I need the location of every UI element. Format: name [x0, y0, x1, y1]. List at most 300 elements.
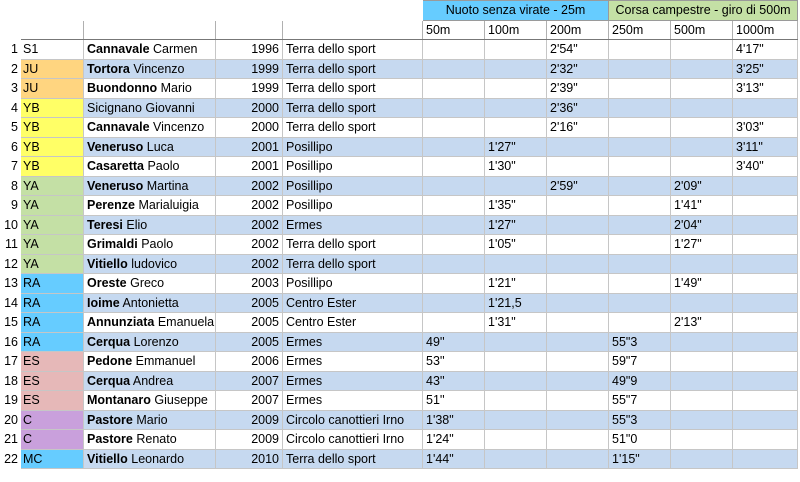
- club-cell[interactable]: Terra dello sport: [283, 254, 423, 274]
- first-name: Vincenzo: [133, 61, 185, 76]
- time-200m-cell[interactable]: [547, 196, 609, 216]
- surname: Vitiello: [87, 451, 128, 466]
- time-50m-cell[interactable]: [423, 79, 485, 99]
- athlete-name-cell[interactable]: [84, 98, 216, 118]
- time-100m-cell[interactable]: 1'31": [485, 313, 547, 333]
- time-1000m-cell[interactable]: [733, 235, 798, 255]
- row-number[interactable]: 3: [11, 81, 18, 96]
- time-100m-cell[interactable]: [485, 254, 547, 274]
- birth-year-cell[interactable]: 2000: [216, 118, 283, 138]
- time-500m-cell[interactable]: [671, 332, 733, 352]
- time-500m-cell[interactable]: 1'41": [671, 196, 733, 216]
- time-200m-cell[interactable]: 2'32": [547, 59, 609, 79]
- club-cell[interactable]: Posillipo: [283, 157, 423, 177]
- row-number[interactable]: 13: [4, 276, 18, 291]
- athlete-name-cell[interactable]: [84, 235, 216, 255]
- surname: Oreste: [87, 276, 127, 291]
- row-number[interactable]: 7: [11, 159, 18, 174]
- time-200m-cell[interactable]: [547, 215, 609, 235]
- surname: Pastore: [87, 432, 133, 447]
- athlete-name-cell[interactable]: [84, 332, 216, 352]
- category-cell[interactable]: MC: [21, 449, 84, 469]
- birth-year-cell[interactable]: 2002: [216, 254, 283, 274]
- time-250m-cell[interactable]: [609, 137, 671, 157]
- club-cell[interactable]: Posillipo: [283, 274, 423, 294]
- first-name: Leonardo: [131, 451, 185, 466]
- time-200m-cell[interactable]: [547, 430, 609, 450]
- time-50m-cell[interactable]: [423, 293, 485, 313]
- club-cell[interactable]: Terra dello sport: [283, 235, 423, 255]
- surname: Tortora: [87, 61, 130, 76]
- birth-year-cell[interactable]: 2007: [216, 371, 283, 391]
- time-200m-cell[interactable]: [547, 332, 609, 352]
- table-row: [1, 332, 798, 352]
- time-200m-cell[interactable]: [547, 157, 609, 177]
- time-250m-cell[interactable]: 1'15": [609, 449, 671, 469]
- nuoto-header: Nuoto senza virate - 25m: [423, 1, 609, 21]
- header-blank-cell: [216, 20, 283, 40]
- club-cell[interactable]: Terra dello sport: [283, 40, 423, 60]
- category-cell[interactable]: YB: [21, 157, 84, 177]
- table-row: [1, 235, 798, 255]
- time-250m-cell[interactable]: [609, 313, 671, 333]
- category-cell[interactable]: JU: [21, 79, 84, 99]
- athlete-name-cell[interactable]: [84, 254, 216, 274]
- time-1000m-cell[interactable]: [733, 196, 798, 216]
- time-100m-cell[interactable]: 1'21,5: [485, 293, 547, 313]
- club-cell[interactable]: Ermes: [283, 371, 423, 391]
- time-1000m-cell[interactable]: [733, 352, 798, 372]
- birth-year-cell[interactable]: 1999: [216, 59, 283, 79]
- time-250m-cell[interactable]: 55"7: [609, 391, 671, 411]
- birth-year-cell[interactable]: 2002: [216, 176, 283, 196]
- surname: Cannavale: [87, 120, 150, 135]
- time-50m-cell[interactable]: [423, 59, 485, 79]
- birth-year-cell[interactable]: 2006: [216, 352, 283, 372]
- time-500m-cell[interactable]: [671, 371, 733, 391]
- category-cell[interactable]: ES: [21, 352, 84, 372]
- athlete-name-cell[interactable]: [84, 410, 216, 430]
- time-50m-cell[interactable]: 53'': [423, 352, 485, 372]
- time-200m-cell[interactable]: 2'36": [547, 98, 609, 118]
- time-250m-cell[interactable]: [609, 254, 671, 274]
- time-250m-cell[interactable]: 55"3: [609, 410, 671, 430]
- table-row: [1, 40, 798, 60]
- time-1000m-cell[interactable]: [733, 274, 798, 294]
- time-100m-cell[interactable]: 1'35": [485, 196, 547, 216]
- first-name: Paolo: [141, 237, 174, 252]
- row-number[interactable]: 1: [11, 42, 18, 57]
- row-number[interactable]: 17: [4, 354, 18, 369]
- time-100m-cell[interactable]: [485, 59, 547, 79]
- time-50m-cell[interactable]: 49'': [423, 332, 485, 352]
- time-1000m-cell[interactable]: [733, 391, 798, 411]
- time-100m-cell[interactable]: [485, 410, 547, 430]
- header-blank-cell: [283, 20, 423, 40]
- table-row: [1, 79, 798, 99]
- time-50m-cell[interactable]: [423, 235, 485, 255]
- club-cell[interactable]: Posillipo: [283, 137, 423, 157]
- time-100m-cell[interactable]: [485, 430, 547, 450]
- time-500m-cell[interactable]: [671, 79, 733, 99]
- time-500m-cell[interactable]: [671, 157, 733, 177]
- time-250m-cell[interactable]: [609, 79, 671, 99]
- category-cell[interactable]: YB: [21, 118, 84, 138]
- surname: Buondonno: [87, 81, 158, 96]
- time-100m-cell[interactable]: [485, 332, 547, 352]
- time-200m-cell[interactable]: [547, 274, 609, 294]
- time-200m-cell[interactable]: [547, 410, 609, 430]
- category-cell[interactable]: YA: [21, 215, 84, 235]
- time-500m-cell[interactable]: 1'27": [671, 235, 733, 255]
- table-row: [1, 430, 798, 450]
- athlete-name-cell[interactable]: [84, 157, 216, 177]
- time-200m-cell[interactable]: [547, 313, 609, 333]
- time-500m-cell[interactable]: [671, 254, 733, 274]
- category-cell[interactable]: C: [21, 410, 84, 430]
- time-1000m-cell[interactable]: [733, 449, 798, 469]
- time-500m-cell[interactable]: 2'04": [671, 215, 733, 235]
- time-250m-cell[interactable]: 59"7: [609, 352, 671, 372]
- time-500m-cell[interactable]: [671, 391, 733, 411]
- birth-year-cell[interactable]: 2003: [216, 274, 283, 294]
- club-cell[interactable]: Ermes: [283, 391, 423, 411]
- time-250m-cell[interactable]: [609, 40, 671, 60]
- time-500m-cell[interactable]: [671, 40, 733, 60]
- surname: Pedone: [87, 354, 133, 369]
- birth-year-cell[interactable]: 2009: [216, 430, 283, 450]
- time-500m-cell[interactable]: 2'13": [671, 313, 733, 333]
- time-1000m-cell[interactable]: [733, 430, 798, 450]
- birth-year-cell[interactable]: 2002: [216, 235, 283, 255]
- time-250m-cell[interactable]: [609, 98, 671, 118]
- time-250m-cell[interactable]: [609, 235, 671, 255]
- time-100m-cell[interactable]: 1'05": [485, 235, 547, 255]
- first-name: Emanuela: [157, 315, 215, 330]
- surname: Montanaro: [87, 393, 151, 408]
- club-cell[interactable]: Terra dello sport: [283, 449, 423, 469]
- time-50m-cell[interactable]: [423, 137, 485, 157]
- row-number[interactable]: 5: [11, 120, 18, 135]
- time-50m-cell[interactable]: [423, 98, 485, 118]
- athlete-name-cell[interactable]: [84, 196, 216, 216]
- time-100m-cell[interactable]: 1'30": [485, 157, 547, 177]
- time-50m-cell[interactable]: [423, 274, 485, 294]
- club-cell[interactable]: Posillipo: [283, 176, 423, 196]
- distance-header-row: [1, 20, 798, 40]
- table-row: [1, 391, 798, 411]
- time-500m-cell[interactable]: 1'49": [671, 274, 733, 294]
- time-500m-cell[interactable]: [671, 293, 733, 313]
- time-250m-cell[interactable]: [609, 118, 671, 138]
- first-name: Giuseppe: [154, 393, 208, 408]
- time-250m-cell[interactable]: 55"3: [609, 332, 671, 352]
- row-number[interactable]: 8: [11, 178, 18, 193]
- row-number[interactable]: 19: [4, 393, 18, 408]
- time-1000m-cell[interactable]: [733, 371, 798, 391]
- time-200m-cell[interactable]: 2'59": [547, 176, 609, 196]
- category-cell[interactable]: YA: [21, 235, 84, 255]
- time-500m-cell[interactable]: [671, 137, 733, 157]
- birth-year-cell[interactable]: 1996: [216, 40, 283, 60]
- time-500m-cell[interactable]: 2'09": [671, 176, 733, 196]
- time-1000m-cell[interactable]: 3'25": [733, 59, 798, 79]
- club-cell[interactable]: Centro Ester: [283, 313, 423, 333]
- first-name: Renato: [136, 432, 177, 447]
- birth-year-cell[interactable]: 2001: [216, 157, 283, 177]
- athlete-name-cell[interactable]: [84, 391, 216, 411]
- first-name: Vincenzo: [153, 120, 205, 135]
- category-cell[interactable]: YB: [21, 98, 84, 118]
- birth-year-cell[interactable]: 2005: [216, 332, 283, 352]
- row-number[interactable]: 2: [11, 61, 18, 76]
- category-cell[interactable]: ES: [21, 391, 84, 411]
- birth-year-cell[interactable]: 1999: [216, 79, 283, 99]
- club-cell[interactable]: Centro Ester: [283, 293, 423, 313]
- time-250m-cell[interactable]: [609, 215, 671, 235]
- birth-year-cell[interactable]: 2007: [216, 391, 283, 411]
- header-blank-cell: [84, 20, 216, 40]
- athlete-name-cell[interactable]: [84, 293, 216, 313]
- time-500m-cell[interactable]: [671, 352, 733, 372]
- category-cell[interactable]: RA: [21, 332, 84, 352]
- first-name: Carmen: [153, 42, 198, 57]
- time-1000m-cell[interactable]: [733, 332, 798, 352]
- athlete-name-cell[interactable]: [84, 352, 216, 372]
- time-50m-cell[interactable]: [423, 157, 485, 177]
- time-100m-cell[interactable]: [485, 98, 547, 118]
- birth-year-cell[interactable]: 2001: [216, 137, 283, 157]
- birth-year-cell[interactable]: 2009: [216, 410, 283, 430]
- club-cell[interactable]: Terra dello sport: [283, 59, 423, 79]
- time-50m-cell[interactable]: 1'44": [423, 449, 485, 469]
- time-200m-cell[interactable]: [547, 293, 609, 313]
- time-200m-cell[interactable]: 2'39": [547, 79, 609, 99]
- athlete-name-cell[interactable]: [84, 274, 216, 294]
- time-250m-cell[interactable]: [609, 157, 671, 177]
- time-50m-cell[interactable]: [423, 313, 485, 333]
- surname: Veneruso: [87, 178, 144, 193]
- time-200m-cell[interactable]: [547, 391, 609, 411]
- club-cell[interactable]: Posillipo: [283, 196, 423, 216]
- row-number[interactable]: 12: [4, 256, 18, 271]
- time-100m-cell[interactable]: 1'27": [485, 137, 547, 157]
- table-row: [1, 196, 798, 216]
- athlete-name-cell[interactable]: [84, 449, 216, 469]
- table-row: [1, 410, 798, 430]
- category-cell[interactable]: YA: [21, 254, 84, 274]
- athlete-name-cell[interactable]: [84, 371, 216, 391]
- birth-year-cell[interactable]: 2000: [216, 98, 283, 118]
- club-cell[interactable]: Circolo canottieri Irno: [283, 410, 423, 430]
- row-number[interactable]: 18: [4, 373, 18, 388]
- table-row: [1, 157, 798, 177]
- birth-year-cell[interactable]: 2005: [216, 313, 283, 333]
- table-row: [1, 215, 798, 235]
- time-1000m-cell[interactable]: [733, 98, 798, 118]
- time-100m-cell[interactable]: [485, 391, 547, 411]
- row-number[interactable]: 6: [11, 139, 18, 154]
- time-100m-cell[interactable]: [485, 40, 547, 60]
- time-100m-cell[interactable]: [485, 176, 547, 196]
- time-1000m-cell[interactable]: 3'40": [733, 157, 798, 177]
- time-50m-cell[interactable]: 1'24": [423, 430, 485, 450]
- first-name: Greco: [130, 276, 165, 291]
- table-row: [1, 98, 798, 118]
- first-name: Luca: [146, 139, 174, 154]
- time-500m-cell[interactable]: [671, 430, 733, 450]
- time-200m-cell[interactable]: [547, 449, 609, 469]
- athlete-name-cell[interactable]: [84, 430, 216, 450]
- row-number[interactable]: 10: [4, 217, 18, 232]
- table-row: [1, 137, 798, 157]
- time-100m-cell[interactable]: 1'21": [485, 274, 547, 294]
- first-name: Marialuigia: [138, 198, 199, 213]
- time-1000m-cell[interactable]: [733, 313, 798, 333]
- time-50m-cell[interactable]: [423, 196, 485, 216]
- time-100m-cell[interactable]: [485, 118, 547, 138]
- group-header-row: [1, 1, 798, 21]
- time-200m-cell[interactable]: [547, 254, 609, 274]
- athlete-name-cell[interactable]: [84, 40, 216, 60]
- time-100m-cell[interactable]: [485, 371, 547, 391]
- surname: Pastore: [87, 412, 133, 427]
- first-name: ludovico: [131, 256, 178, 271]
- category-cell[interactable]: JU: [21, 59, 84, 79]
- row-number[interactable]: 4: [11, 100, 18, 115]
- time-1000m-cell[interactable]: [733, 293, 798, 313]
- row-number[interactable]: 22: [4, 451, 18, 466]
- time-200m-cell[interactable]: [547, 352, 609, 372]
- category-cell[interactable]: RA: [21, 293, 84, 313]
- row-number[interactable]: 21: [4, 432, 18, 447]
- time-200m-cell[interactable]: [547, 235, 609, 255]
- club-cell[interactable]: Ermes: [283, 352, 423, 372]
- row-number[interactable]: 15: [4, 315, 18, 330]
- time-50m-cell[interactable]: [423, 118, 485, 138]
- time-200m-cell[interactable]: 2'54": [547, 40, 609, 60]
- table-row: [1, 274, 798, 294]
- club-cell[interactable]: Terra dello sport: [283, 118, 423, 138]
- time-500m-cell[interactable]: [671, 449, 733, 469]
- category-cell[interactable]: S1: [21, 40, 84, 60]
- athlete-name-cell[interactable]: [84, 215, 216, 235]
- time-50m-cell[interactable]: [423, 176, 485, 196]
- first-name: Mario: [160, 81, 192, 96]
- time-1000m-cell[interactable]: 3'03": [733, 118, 798, 138]
- birth-year-cell[interactable]: 2005: [216, 293, 283, 313]
- surname: Annunziata: [87, 315, 155, 330]
- surname: Casaretta: [87, 159, 144, 174]
- surname: Ioime: [87, 295, 120, 310]
- time-50m-cell[interactable]: [423, 215, 485, 235]
- time-500m-cell[interactable]: [671, 98, 733, 118]
- first-name: Lorenzo: [133, 334, 179, 349]
- birth-year-cell[interactable]: 2002: [216, 215, 283, 235]
- col-header-500m: 500m: [671, 20, 733, 40]
- table-row: [1, 313, 798, 333]
- table-row: [1, 371, 798, 391]
- club-cell[interactable]: Ermes: [283, 332, 423, 352]
- row-number[interactable]: 11: [5, 237, 18, 252]
- category-cell[interactable]: YA: [21, 196, 84, 216]
- time-100m-cell[interactable]: [485, 79, 547, 99]
- time-250m-cell[interactable]: [609, 293, 671, 313]
- athlete-name-cell[interactable]: [84, 79, 216, 99]
- category-cell[interactable]: YA: [21, 176, 84, 196]
- first-name: Antonietta: [122, 295, 179, 310]
- corsa-header: Corsa campestre - giro di 500m: [609, 1, 798, 21]
- time-250m-cell[interactable]: [609, 274, 671, 294]
- time-250m-cell[interactable]: 51"0: [609, 430, 671, 450]
- athlete-name-cell[interactable]: [84, 176, 216, 196]
- birth-year-cell[interactable]: 2010: [216, 449, 283, 469]
- club-cell[interactable]: Terra dello sport: [283, 79, 423, 99]
- category-cell[interactable]: RA: [21, 313, 84, 333]
- category-cell[interactable]: RA: [21, 274, 84, 294]
- time-200m-cell[interactable]: 2'16": [547, 118, 609, 138]
- time-100m-cell[interactable]: [485, 352, 547, 372]
- time-250m-cell[interactable]: [609, 196, 671, 216]
- time-1000m-cell[interactable]: [733, 176, 798, 196]
- time-1000m-cell[interactable]: 3'13": [733, 79, 798, 99]
- row-number[interactable]: 16: [4, 334, 18, 349]
- category-cell[interactable]: ES: [21, 371, 84, 391]
- time-250m-cell[interactable]: 49"9: [609, 371, 671, 391]
- table-row: [1, 293, 798, 313]
- row-number[interactable]: 20: [4, 412, 18, 427]
- athlete-name-cell[interactable]: [84, 59, 216, 79]
- time-1000m-cell[interactable]: [733, 410, 798, 430]
- club-cell[interactable]: Ermes: [283, 215, 423, 235]
- birth-year-cell[interactable]: 2002: [216, 196, 283, 216]
- club-cell[interactable]: Terra dello sport: [283, 98, 423, 118]
- col-header-1000m: 1000m: [733, 20, 798, 40]
- time-200m-cell[interactable]: [547, 137, 609, 157]
- time-1000m-cell[interactable]: 4'17": [733, 40, 798, 60]
- time-50m-cell[interactable]: 51'': [423, 391, 485, 411]
- time-500m-cell[interactable]: [671, 59, 733, 79]
- time-1000m-cell[interactable]: 3'11": [733, 137, 798, 157]
- time-500m-cell[interactable]: [671, 118, 733, 138]
- time-250m-cell[interactable]: [609, 59, 671, 79]
- athlete-name-cell[interactable]: [84, 118, 216, 138]
- time-50m-cell[interactable]: 1'38": [423, 410, 485, 430]
- surname: Teresi: [87, 217, 123, 232]
- club-cell[interactable]: Circolo canottieri Irno: [283, 430, 423, 450]
- athlete-name-cell[interactable]: [84, 313, 216, 333]
- table-row: [1, 59, 798, 79]
- time-1000m-cell[interactable]: [733, 254, 798, 274]
- category-cell[interactable]: YB: [21, 137, 84, 157]
- row-number[interactable]: 14: [4, 295, 18, 310]
- time-50m-cell[interactable]: [423, 254, 485, 274]
- time-50m-cell[interactable]: 43'': [423, 371, 485, 391]
- surname: Cerqua: [87, 373, 131, 388]
- category-cell[interactable]: C: [21, 430, 84, 450]
- time-500m-cell[interactable]: [671, 410, 733, 430]
- time-200m-cell[interactable]: [547, 371, 609, 391]
- first-name: Mario: [136, 412, 168, 427]
- time-50m-cell[interactable]: [423, 40, 485, 60]
- time-1000m-cell[interactable]: [733, 215, 798, 235]
- time-250m-cell[interactable]: [609, 176, 671, 196]
- first-name: Andrea: [132, 373, 174, 388]
- athlete-name-cell[interactable]: [84, 137, 216, 157]
- row-number[interactable]: 9: [11, 198, 18, 213]
- time-100m-cell[interactable]: 1'27": [485, 215, 547, 235]
- time-100m-cell[interactable]: [485, 449, 547, 469]
